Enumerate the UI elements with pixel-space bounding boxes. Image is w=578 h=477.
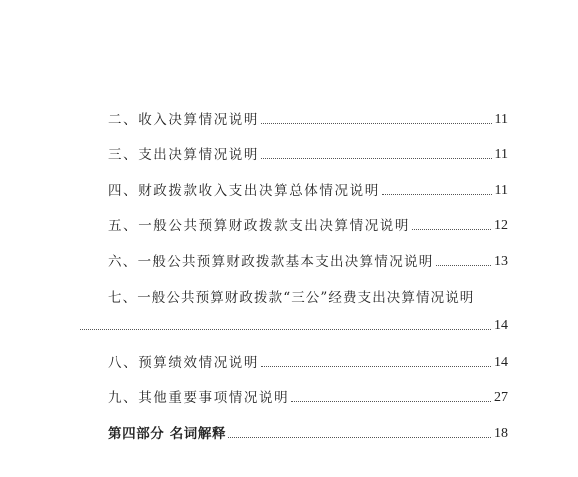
- toc-entry-glossary[interactable]: [108, 426, 508, 442]
- toc-entry-basic-expenditure[interactable]: [108, 254, 508, 270]
- toc-page-number: 14: [494, 318, 508, 333]
- toc-page-number: 14: [494, 355, 508, 370]
- toc-page-number: 11: [494, 147, 508, 162]
- toc-entry-title: 二、收入决算情况说明: [108, 112, 259, 128]
- toc-entry-fiscal-overall[interactable]: [108, 183, 508, 199]
- toc-page-number: 11: [494, 112, 508, 127]
- dot-leader: [261, 123, 492, 124]
- toc-entry-wrap-line: [80, 318, 508, 334]
- toc-entry-title: 九、其他重要事项情况说明: [108, 390, 290, 406]
- dot-leader: [228, 437, 491, 438]
- toc-page-number: 12: [494, 218, 508, 233]
- toc-entry-title: 五、一般公共预算财政拨款支出决算情况说明: [108, 218, 410, 234]
- toc-entry-title: 第四部分 名词解释: [108, 426, 227, 442]
- toc-entry-title: 三、支出决算情况说明: [108, 147, 259, 163]
- dot-leader: [291, 401, 491, 402]
- toc-entry-title: 六、一般公共预算财政拨款基本支出决算情况说明: [108, 254, 434, 270]
- dot-leader: [261, 158, 492, 159]
- toc-entry-other-matters[interactable]: [108, 390, 508, 406]
- dot-leader: [436, 265, 491, 266]
- dot-leader: [80, 329, 491, 330]
- toc-entry-performance[interactable]: [108, 355, 508, 371]
- toc-page-number: 27: [494, 390, 508, 405]
- toc-entry-income[interactable]: [108, 112, 508, 128]
- dot-leader: [382, 194, 492, 195]
- toc-entry-title: 七、一般公共预算财政拨款“三公”经费支出决算情况说明: [108, 290, 475, 306]
- toc-page-number: 11: [494, 183, 508, 198]
- toc-entry-expenditure[interactable]: [108, 147, 508, 163]
- toc-entry-title: 四、财政拨款收入支出决算总体情况说明: [108, 183, 380, 199]
- dot-leader: [412, 229, 491, 230]
- toc-entry-general-budget[interactable]: [108, 218, 508, 234]
- toc-page-number: 18: [494, 426, 508, 441]
- toc-entry-title: 八、预算绩效情况说明: [108, 355, 259, 371]
- dot-leader: [261, 366, 491, 367]
- toc-page-number: 13: [494, 254, 508, 269]
